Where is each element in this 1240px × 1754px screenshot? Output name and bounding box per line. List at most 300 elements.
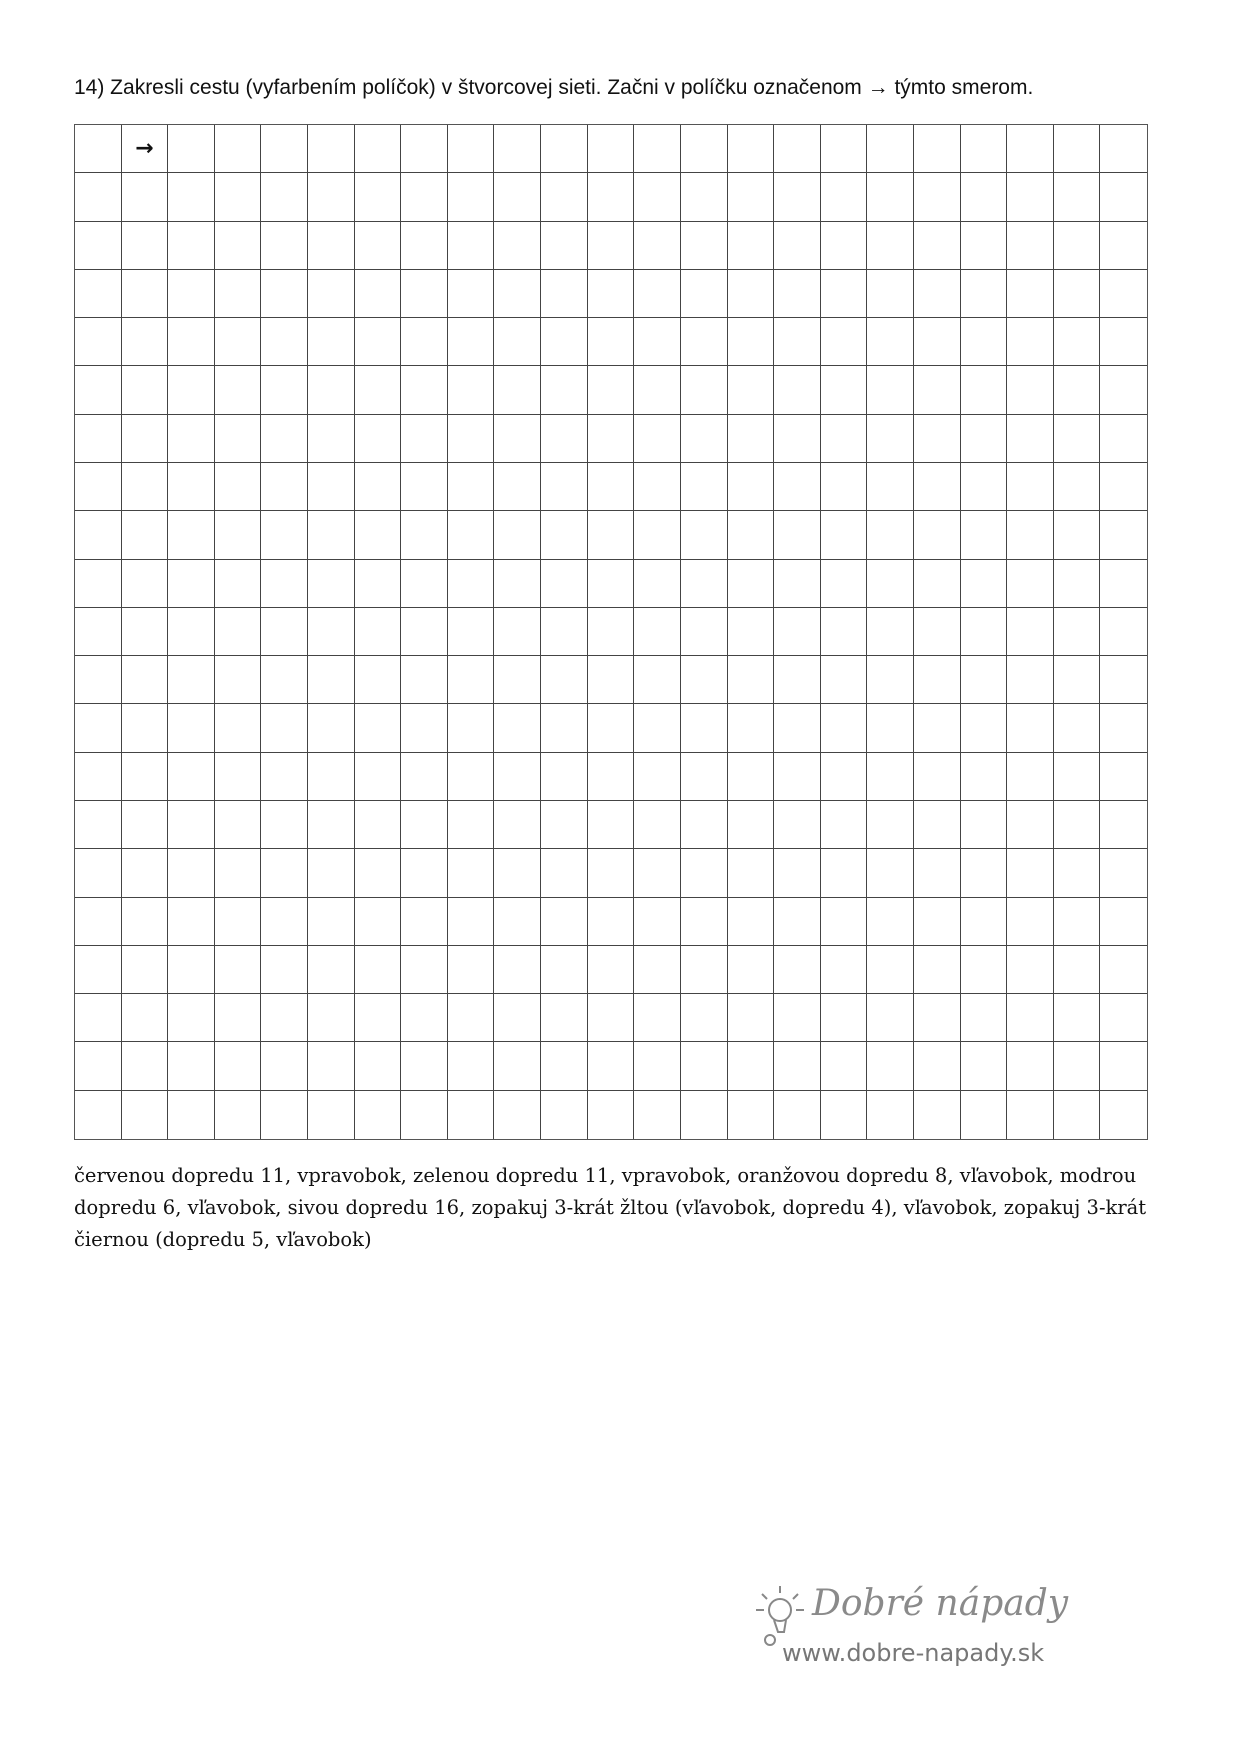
grid-cell[interactable]	[1007, 849, 1054, 897]
grid-cell[interactable]	[634, 801, 681, 849]
grid-cell[interactable]	[914, 849, 961, 897]
grid-cell[interactable]	[308, 849, 355, 897]
grid-cell[interactable]	[1054, 463, 1101, 511]
grid-cell[interactable]	[867, 608, 914, 656]
grid-cell[interactable]	[728, 994, 775, 1042]
grid-cell[interactable]	[1007, 222, 1054, 270]
grid-cell[interactable]	[1054, 366, 1101, 414]
grid-cell[interactable]	[588, 366, 635, 414]
grid-cell[interactable]	[541, 849, 588, 897]
grid-cell[interactable]	[168, 560, 215, 608]
grid-cell[interactable]	[401, 463, 448, 511]
grid-cell[interactable]	[494, 318, 541, 366]
grid-cell[interactable]	[122, 849, 169, 897]
grid-cell[interactable]	[634, 463, 681, 511]
grid-cell[interactable]	[774, 849, 821, 897]
grid-cell[interactable]	[1007, 511, 1054, 559]
grid-cell[interactable]	[308, 222, 355, 270]
grid-cell[interactable]	[867, 270, 914, 318]
grid-cell[interactable]	[961, 125, 1008, 173]
grid-cell[interactable]	[168, 946, 215, 994]
grid-cell[interactable]	[75, 656, 122, 704]
grid-cell[interactable]	[448, 898, 495, 946]
grid-cell[interactable]	[1054, 415, 1101, 463]
grid-cell[interactable]	[821, 946, 868, 994]
grid-cell[interactable]	[75, 704, 122, 752]
grid-cell[interactable]	[122, 656, 169, 704]
grid-cell[interactable]	[681, 415, 728, 463]
grid-cell[interactable]	[634, 1042, 681, 1090]
grid-cell[interactable]	[541, 463, 588, 511]
grid-cell[interactable]	[355, 511, 402, 559]
grid-cell[interactable]	[122, 946, 169, 994]
grid-cell[interactable]	[728, 560, 775, 608]
grid-cell[interactable]	[261, 463, 308, 511]
grid-cell[interactable]	[728, 222, 775, 270]
grid-cell[interactable]	[261, 656, 308, 704]
grid-cell[interactable]	[821, 608, 868, 656]
grid-cell[interactable]	[215, 463, 262, 511]
grid-cell[interactable]	[215, 801, 262, 849]
grid-cell[interactable]	[75, 415, 122, 463]
grid-cell[interactable]	[634, 849, 681, 897]
grid-cell[interactable]	[75, 608, 122, 656]
grid-cell[interactable]	[168, 511, 215, 559]
grid-cell[interactable]	[588, 753, 635, 801]
grid-cell[interactable]	[122, 608, 169, 656]
grid-cell[interactable]	[494, 994, 541, 1042]
grid-cell[interactable]	[867, 366, 914, 414]
grid-cell[interactable]	[308, 656, 355, 704]
grid-cell[interactable]	[728, 1091, 775, 1139]
grid-cell[interactable]	[401, 704, 448, 752]
grid-cell[interactable]	[728, 366, 775, 414]
grid-cell[interactable]	[1100, 801, 1147, 849]
grid-cell[interactable]	[541, 994, 588, 1042]
grid-cell[interactable]	[541, 1042, 588, 1090]
grid-cell[interactable]	[448, 1042, 495, 1090]
grid-cell[interactable]	[308, 1042, 355, 1090]
grid-cell[interactable]	[122, 1091, 169, 1139]
grid-cell[interactable]	[1054, 608, 1101, 656]
grid-cell[interactable]	[355, 946, 402, 994]
grid-cell[interactable]	[1054, 222, 1101, 270]
grid-cell[interactable]	[75, 511, 122, 559]
grid-cell[interactable]	[168, 318, 215, 366]
grid-cell[interactable]	[681, 173, 728, 221]
grid-cell[interactable]	[961, 222, 1008, 270]
grid-cell[interactable]	[961, 801, 1008, 849]
grid-cell[interactable]	[1054, 1042, 1101, 1090]
grid-cell[interactable]	[308, 898, 355, 946]
grid-cell[interactable]	[1007, 415, 1054, 463]
grid-cell[interactable]	[448, 366, 495, 414]
grid-cell[interactable]	[867, 125, 914, 173]
grid-cell[interactable]	[448, 608, 495, 656]
grid-cell[interactable]	[215, 1042, 262, 1090]
grid-cell[interactable]	[122, 415, 169, 463]
grid-cell[interactable]	[634, 125, 681, 173]
grid-cell[interactable]	[541, 415, 588, 463]
grid-cell[interactable]	[1100, 753, 1147, 801]
grid-cell[interactable]	[122, 511, 169, 559]
grid-cell[interactable]	[541, 222, 588, 270]
grid-cell[interactable]	[914, 946, 961, 994]
grid-cell[interactable]	[728, 656, 775, 704]
grid-cell[interactable]	[867, 222, 914, 270]
grid-cell[interactable]	[774, 753, 821, 801]
grid-cell[interactable]	[401, 1091, 448, 1139]
grid-cell[interactable]	[774, 511, 821, 559]
grid-cell[interactable]	[681, 1091, 728, 1139]
grid-cell[interactable]	[681, 994, 728, 1042]
grid-cell[interactable]	[634, 366, 681, 414]
grid-cell[interactable]	[634, 704, 681, 752]
grid-cell[interactable]	[122, 222, 169, 270]
grid-cell[interactable]	[261, 1091, 308, 1139]
grid-cell[interactable]	[821, 1042, 868, 1090]
grid-cell[interactable]	[494, 560, 541, 608]
grid-cell[interactable]	[168, 656, 215, 704]
grid-cell[interactable]	[122, 1042, 169, 1090]
grid-cell[interactable]	[494, 415, 541, 463]
grid-cell[interactable]	[75, 463, 122, 511]
grid-cell[interactable]	[308, 173, 355, 221]
grid-cell[interactable]	[774, 463, 821, 511]
grid-cell[interactable]	[215, 173, 262, 221]
grid-cell[interactable]	[261, 1042, 308, 1090]
grid-cell[interactable]	[1100, 1091, 1147, 1139]
grid-cell[interactable]	[821, 656, 868, 704]
grid-cell[interactable]	[261, 560, 308, 608]
grid-cell[interactable]	[75, 366, 122, 414]
grid-cell[interactable]	[541, 270, 588, 318]
grid-cell[interactable]	[821, 511, 868, 559]
grid-cell[interactable]	[821, 463, 868, 511]
grid-cell[interactable]	[1100, 704, 1147, 752]
grid-cell[interactable]	[634, 270, 681, 318]
grid-cell[interactable]	[401, 656, 448, 704]
grid-cell[interactable]	[821, 318, 868, 366]
grid-cell[interactable]	[401, 849, 448, 897]
grid-cell[interactable]	[821, 704, 868, 752]
grid-cell[interactable]	[1100, 366, 1147, 414]
grid-cell[interactable]	[914, 270, 961, 318]
grid-cell[interactable]	[774, 656, 821, 704]
grid-cell[interactable]	[308, 511, 355, 559]
grid-cell[interactable]	[122, 173, 169, 221]
grid-cell[interactable]	[821, 270, 868, 318]
grid-cell[interactable]	[914, 511, 961, 559]
grid-cell[interactable]	[588, 318, 635, 366]
grid-cell[interactable]	[728, 849, 775, 897]
grid-cell[interactable]	[541, 125, 588, 173]
grid-cell[interactable]	[867, 463, 914, 511]
grid-cell[interactable]	[168, 849, 215, 897]
grid-cell[interactable]	[1007, 753, 1054, 801]
grid-cell[interactable]	[1100, 173, 1147, 221]
grid-cell[interactable]	[494, 898, 541, 946]
grid-cell[interactable]	[308, 463, 355, 511]
grid-cell[interactable]	[774, 318, 821, 366]
grid-cell[interactable]	[1007, 801, 1054, 849]
grid-cell[interactable]	[867, 898, 914, 946]
grid-cell[interactable]	[355, 318, 402, 366]
grid-cell[interactable]	[75, 125, 122, 173]
grid-cell[interactable]	[634, 608, 681, 656]
grid-cell[interactable]	[168, 366, 215, 414]
grid-cell[interactable]	[75, 753, 122, 801]
grid-cell[interactable]	[168, 704, 215, 752]
grid-cell[interactable]	[1007, 366, 1054, 414]
grid-cell[interactable]	[448, 994, 495, 1042]
grid-cell[interactable]	[541, 173, 588, 221]
grid-cell[interactable]	[541, 753, 588, 801]
grid-cell[interactable]	[867, 994, 914, 1042]
grid-cell[interactable]	[1100, 270, 1147, 318]
grid-cell[interactable]	[728, 511, 775, 559]
grid-cell[interactable]	[401, 946, 448, 994]
grid-cell[interactable]	[914, 173, 961, 221]
grid-cell[interactable]	[821, 415, 868, 463]
grid-cell[interactable]	[914, 898, 961, 946]
grid-cell[interactable]	[122, 560, 169, 608]
grid-cell[interactable]	[494, 366, 541, 414]
grid-cell[interactable]	[215, 1091, 262, 1139]
grid-cell[interactable]	[355, 656, 402, 704]
grid-cell[interactable]	[914, 656, 961, 704]
grid-cell[interactable]	[961, 1091, 1008, 1139]
grid-cell[interactable]	[215, 608, 262, 656]
grid-cell[interactable]	[588, 173, 635, 221]
grid-cell[interactable]	[215, 125, 262, 173]
grid-cell[interactable]	[261, 608, 308, 656]
grid-cell[interactable]	[1054, 656, 1101, 704]
grid-cell[interactable]	[1054, 173, 1101, 221]
grid-cell[interactable]	[401, 270, 448, 318]
grid-cell[interactable]	[728, 318, 775, 366]
grid-cell[interactable]	[541, 366, 588, 414]
grid-cell[interactable]	[261, 318, 308, 366]
grid-cell[interactable]	[494, 1042, 541, 1090]
grid-cell[interactable]	[634, 946, 681, 994]
grid-cell[interactable]	[355, 994, 402, 1042]
grid-cell[interactable]	[728, 463, 775, 511]
grid-cell[interactable]	[541, 318, 588, 366]
grid-cell[interactable]	[821, 898, 868, 946]
grid-cell[interactable]	[1054, 1091, 1101, 1139]
grid-cell[interactable]	[448, 704, 495, 752]
grid-cell[interactable]	[308, 1091, 355, 1139]
grid-cell[interactable]	[355, 415, 402, 463]
grid-cell[interactable]	[867, 656, 914, 704]
grid-cell[interactable]	[122, 898, 169, 946]
grid-cell[interactable]	[401, 415, 448, 463]
grid-cell[interactable]	[867, 946, 914, 994]
grid-cell[interactable]	[308, 753, 355, 801]
grid-cell[interactable]	[494, 801, 541, 849]
grid-cell[interactable]	[1100, 898, 1147, 946]
grid-cell[interactable]	[681, 801, 728, 849]
grid-cell[interactable]	[681, 222, 728, 270]
grid-cell[interactable]	[1100, 222, 1147, 270]
grid-cell[interactable]	[261, 753, 308, 801]
grid-cell[interactable]	[1054, 994, 1101, 1042]
grid-cell[interactable]	[75, 994, 122, 1042]
grid-cell[interactable]	[448, 946, 495, 994]
grid-cell[interactable]	[308, 415, 355, 463]
grid-cell[interactable]	[494, 1091, 541, 1139]
grid-cell[interactable]	[1007, 173, 1054, 221]
square-grid[interactable]	[74, 124, 1148, 1140]
grid-cell[interactable]	[355, 222, 402, 270]
grid-cell[interactable]	[588, 270, 635, 318]
grid-cell[interactable]	[634, 173, 681, 221]
grid-cell[interactable]	[122, 125, 169, 173]
grid-cell[interactable]	[75, 560, 122, 608]
grid-cell[interactable]	[914, 463, 961, 511]
grid-cell[interactable]	[448, 753, 495, 801]
grid-cell[interactable]	[494, 463, 541, 511]
grid-cell[interactable]	[681, 898, 728, 946]
grid-cell[interactable]	[168, 994, 215, 1042]
grid-cell[interactable]	[261, 994, 308, 1042]
grid-cell[interactable]	[494, 946, 541, 994]
grid-cell[interactable]	[728, 608, 775, 656]
grid-cell[interactable]	[681, 1042, 728, 1090]
grid-cell[interactable]	[634, 318, 681, 366]
grid-cell[interactable]	[961, 704, 1008, 752]
grid-cell[interactable]	[961, 608, 1008, 656]
grid-cell[interactable]	[774, 898, 821, 946]
grid-cell[interactable]	[122, 704, 169, 752]
grid-cell[interactable]	[215, 656, 262, 704]
grid-cell[interactable]	[215, 270, 262, 318]
grid-cell[interactable]	[1100, 415, 1147, 463]
grid-cell[interactable]	[634, 898, 681, 946]
grid-cell[interactable]	[728, 704, 775, 752]
grid-cell[interactable]	[681, 318, 728, 366]
grid-cell[interactable]	[168, 463, 215, 511]
grid-cell[interactable]	[634, 1091, 681, 1139]
grid-cell[interactable]	[1100, 511, 1147, 559]
grid-cell[interactable]	[914, 318, 961, 366]
grid-cell[interactable]	[355, 463, 402, 511]
grid-cell[interactable]	[728, 270, 775, 318]
grid-cell[interactable]	[122, 753, 169, 801]
grid-cell[interactable]	[75, 173, 122, 221]
grid-cell[interactable]	[122, 366, 169, 414]
grid-cell[interactable]	[75, 849, 122, 897]
grid-cell[interactable]	[728, 898, 775, 946]
grid-cell[interactable]	[961, 270, 1008, 318]
grid-cell[interactable]	[961, 173, 1008, 221]
grid-cell[interactable]	[1100, 318, 1147, 366]
grid-cell[interactable]	[122, 318, 169, 366]
grid-cell[interactable]	[1100, 849, 1147, 897]
grid-cell[interactable]	[308, 318, 355, 366]
grid-cell[interactable]	[494, 270, 541, 318]
grid-cell[interactable]	[774, 801, 821, 849]
grid-cell[interactable]	[588, 801, 635, 849]
grid-cell[interactable]	[634, 511, 681, 559]
grid-cell[interactable]	[261, 415, 308, 463]
grid-cell[interactable]	[588, 898, 635, 946]
grid-cell[interactable]	[681, 366, 728, 414]
grid-cell[interactable]	[1054, 511, 1101, 559]
grid-cell[interactable]	[168, 898, 215, 946]
grid-cell[interactable]	[634, 753, 681, 801]
grid-cell[interactable]	[588, 946, 635, 994]
grid-cell[interactable]	[774, 1091, 821, 1139]
grid-cell[interactable]	[774, 560, 821, 608]
grid-cell[interactable]	[867, 511, 914, 559]
grid-cell[interactable]	[401, 222, 448, 270]
grid-cell[interactable]	[355, 125, 402, 173]
grid-cell[interactable]	[168, 1091, 215, 1139]
grid-cell[interactable]	[308, 608, 355, 656]
grid-cell[interactable]	[308, 801, 355, 849]
grid-cell[interactable]	[867, 173, 914, 221]
grid-cell[interactable]	[914, 753, 961, 801]
grid-cell[interactable]	[75, 222, 122, 270]
grid-cell[interactable]	[494, 222, 541, 270]
grid-cell[interactable]	[448, 463, 495, 511]
grid-cell[interactable]	[1007, 1091, 1054, 1139]
grid-cell[interactable]	[541, 656, 588, 704]
grid-cell[interactable]	[168, 270, 215, 318]
grid-cell[interactable]	[1007, 704, 1054, 752]
grid-cell[interactable]	[681, 753, 728, 801]
grid-cell[interactable]	[448, 173, 495, 221]
grid-cell[interactable]	[914, 125, 961, 173]
grid-cell[interactable]	[681, 560, 728, 608]
grid-cell[interactable]	[821, 222, 868, 270]
grid-cell[interactable]	[355, 608, 402, 656]
grid-cell[interactable]	[215, 994, 262, 1042]
grid-cell[interactable]	[961, 560, 1008, 608]
grid-cell[interactable]	[1007, 560, 1054, 608]
grid-cell[interactable]	[75, 1042, 122, 1090]
grid-cell[interactable]	[494, 173, 541, 221]
grid-cell[interactable]	[494, 656, 541, 704]
grid-cell[interactable]	[914, 608, 961, 656]
grid-cell[interactable]	[1100, 463, 1147, 511]
grid-cell[interactable]	[821, 1091, 868, 1139]
grid-cell[interactable]	[168, 801, 215, 849]
grid-cell[interactable]	[1007, 1042, 1054, 1090]
grid-cell[interactable]	[961, 994, 1008, 1042]
grid-cell[interactable]	[168, 753, 215, 801]
grid-cell[interactable]	[1007, 656, 1054, 704]
grid-cell[interactable]	[914, 366, 961, 414]
grid-cell[interactable]	[1054, 560, 1101, 608]
grid-cell[interactable]	[168, 125, 215, 173]
grid-cell[interactable]	[1100, 994, 1147, 1042]
grid-cell[interactable]	[1054, 704, 1101, 752]
grid-cell[interactable]	[681, 849, 728, 897]
grid-cell[interactable]	[261, 173, 308, 221]
grid-cell[interactable]	[821, 849, 868, 897]
grid-cell[interactable]	[494, 704, 541, 752]
grid-cell[interactable]	[821, 560, 868, 608]
grid-cell[interactable]	[1054, 753, 1101, 801]
grid-cell[interactable]	[448, 511, 495, 559]
grid-cell[interactable]	[261, 898, 308, 946]
grid-cell[interactable]	[588, 849, 635, 897]
grid-cell[interactable]	[541, 898, 588, 946]
grid-cell[interactable]	[1100, 608, 1147, 656]
